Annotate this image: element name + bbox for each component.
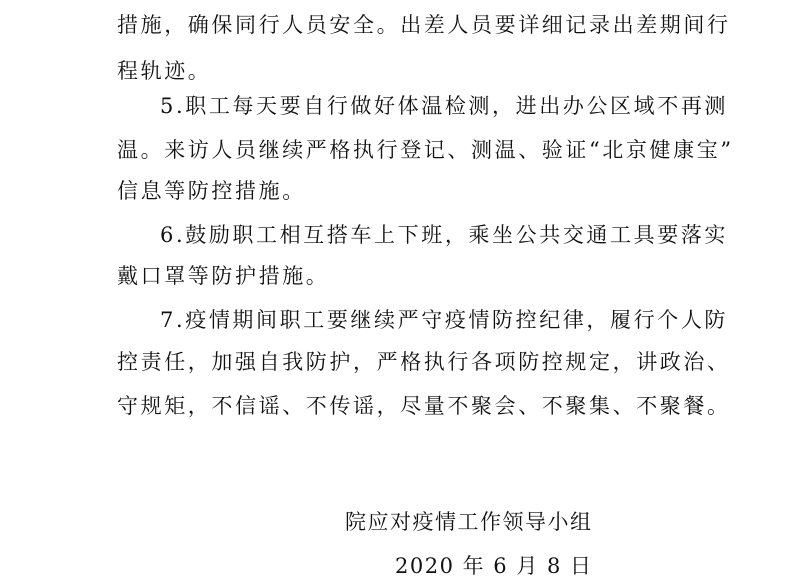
- paragraph-5-line-3: 信息等防控措施。: [117, 179, 306, 203]
- paragraph-7-line-3: 守规矩，不信谣、不传谣，尽量不聚会、不聚集、不聚餐。: [117, 394, 731, 418]
- paragraph-5-line-2: 温。来访人员继续严格执行登记、测温、验证“北京健康宝”: [117, 138, 734, 162]
- paragraph-4-line-2: 措施，确保同行人员安全。出差人员要详细记录出差期间行: [117, 13, 731, 37]
- paragraph-6-line-2: 戴口罩等防护措施。: [117, 264, 330, 288]
- paragraph-6-line-1: 6.鼓励职工相互搭车上下班，乘坐公共交通工具要落实: [160, 223, 729, 247]
- paragraph-7-line-1: 7.疫情期间职工要继续严守疫情防控纪律，履行个人防: [160, 308, 729, 332]
- paragraph-7-line-2: 控责任，加强自我防护，严格执行各项防控规定，讲政治、: [117, 350, 731, 374]
- signature-organization: 院应对疫情工作领导小组: [345, 510, 593, 534]
- signature-date: 2020 年 6 月 8 日: [395, 554, 593, 578]
- paragraph-4-line-3: 程轨迹。: [117, 59, 212, 83]
- paragraph-5-line-1: 5.职工每天要自行做好体温检测，进出办公区域不再测: [160, 94, 729, 118]
